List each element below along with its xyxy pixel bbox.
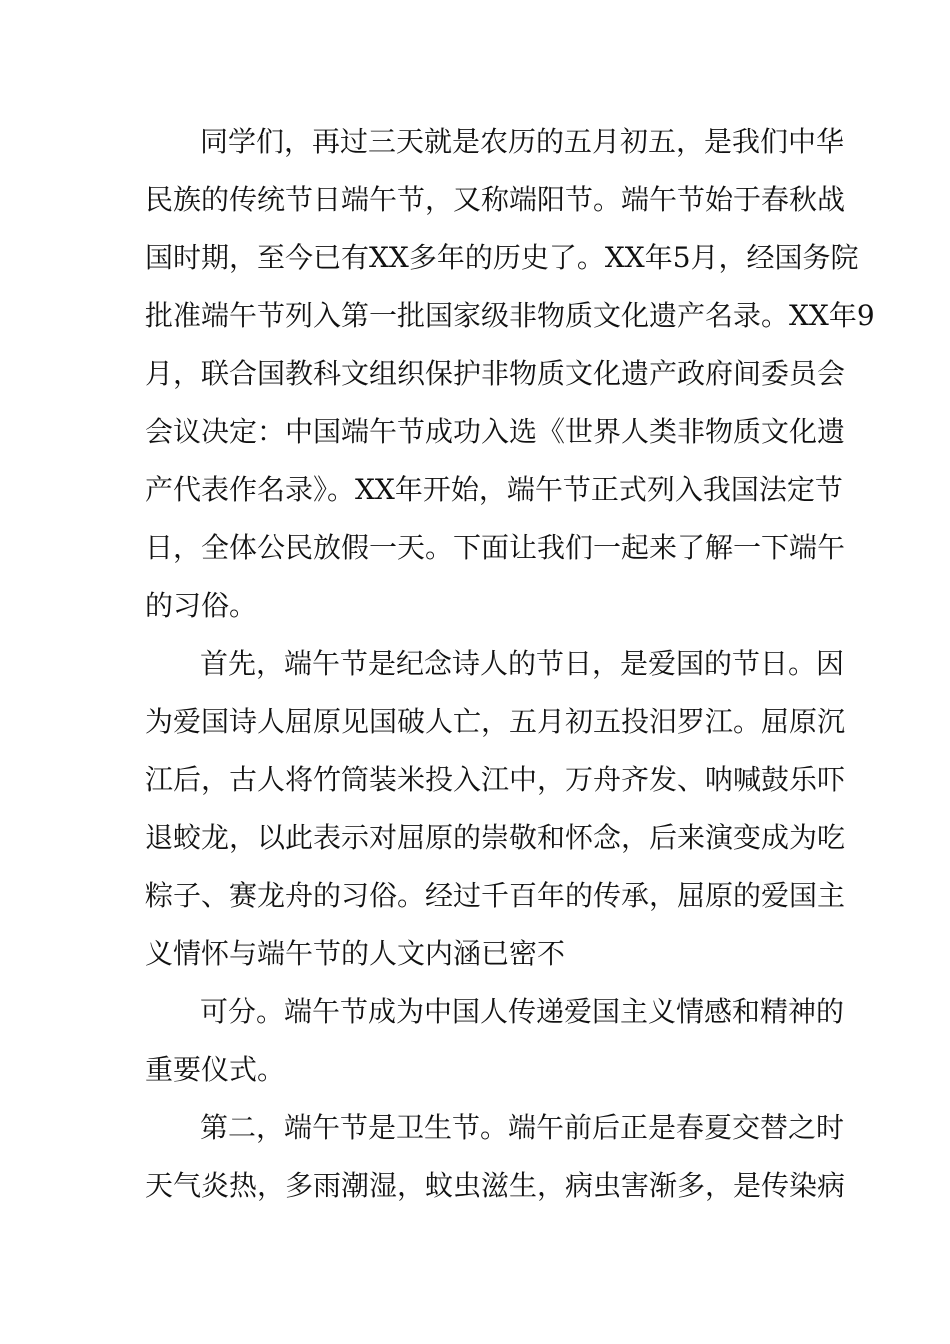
paragraph-2-line-1: 首先，端午节是纪念诗人的节日，是爱国的节日。因 xyxy=(200,647,845,680)
paragraph-2-line-6: 义情怀与端午节的人文内涵已密不 xyxy=(145,937,566,970)
paragraph-1-line-1: 同学们，再过三天就是农历的五月初五，是我们中华 xyxy=(200,125,845,158)
paragraph-1-line-2: 民族的传统节日端午节，又称端阳节。端午节始于春秋战 xyxy=(145,183,846,216)
paragraph-3-line-1: 可分。端午节成为中国人传递爱国主义情感和精神的 xyxy=(200,995,845,1028)
paragraph-2-line-5: 粽子、赛龙舟的习俗。经过千百年的传承，屈原的爱国主 xyxy=(145,879,846,912)
paragraph-2-line-3: 江后，古人将竹筒装米投入江中，万舟齐发、呐喊鼓乐吓 xyxy=(145,763,846,796)
paragraph-1-line-4: 批准端午节列入第一批国家级非物质文化遗产名录。XX年9 xyxy=(145,299,875,332)
paragraph-4-line-2: 天气炎热，多雨潮湿，蚊虫滋生，病虫害渐多，是传染病 xyxy=(145,1169,846,1202)
paragraph-1-line-5: 月，联合国教科文组织保护非物质文化遗产政府间委员会 xyxy=(145,357,846,390)
paragraph-1-line-8: 日，全体公民放假一天。下面让我们一起来了解一下端午 xyxy=(145,531,846,564)
paragraph-2-line-4: 退蛟龙，以此表示对屈原的崇敬和怀念，后来演变成为吃 xyxy=(145,821,846,854)
paragraph-3-line-2: 重要仪式。 xyxy=(145,1053,286,1086)
paragraph-4-line-1: 第二，端午节是卫生节。端午前后正是春夏交替之时 xyxy=(200,1111,845,1144)
paragraph-1-line-6: 会议决定：中国端午节成功入选《世界人类非物质文化遗 xyxy=(145,415,846,448)
paragraph-1-line-7: 产代表作名录》。XX年开始，端午节正式列入我国法定节 xyxy=(145,473,843,506)
paragraph-1-line-3: 国时期，至今已有XX多年的历史了。XX年5月，经国务院 xyxy=(145,241,859,274)
paragraph-2-line-2: 为爱国诗人屈原见国破人亡，五月初五投汨罗江。屈原沉 xyxy=(145,705,846,738)
paragraph-1-line-9: 的习俗。 xyxy=(145,589,258,622)
